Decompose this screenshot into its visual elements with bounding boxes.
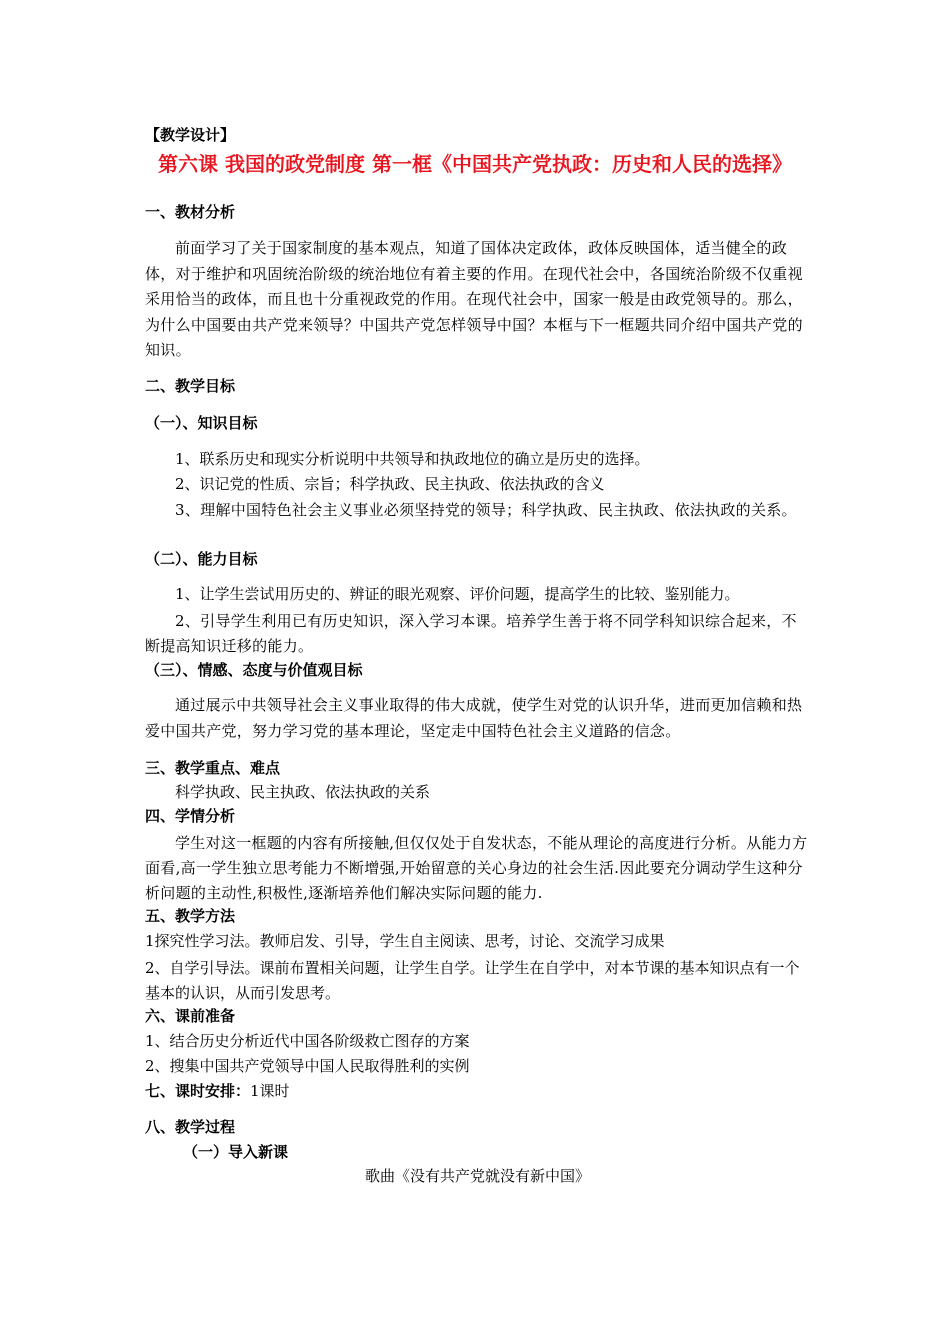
intro-song: 歌曲《没有共产党就没有新中国》	[364, 1167, 590, 1185]
intro-heading: （一）导入新课	[183, 1143, 289, 1161]
section-3-text: 科学执政、民主执政、依法执政的关系	[175, 783, 431, 801]
section-3-heading: 三、教学重点、难点	[145, 759, 281, 777]
method-2: 2、自学引导法。课前布置相关问题，让学生自学。让学生在自学中，对本节课的基本知识点有一个基本的认识，从而引发思考。	[145, 959, 800, 1002]
section-8-heading: 八、教学过程	[145, 1118, 236, 1136]
section-6-heading: 六、课前准备	[145, 1007, 236, 1025]
section-7-text: 1课时	[250, 1082, 290, 1100]
section-7-line	[145, 1081, 810, 1102]
knowledge-goal-3: 3、理解中国特色社会主义事业必须坚持党的领导；科学执政、民主执政、依法执政的关系。	[175, 501, 797, 519]
ability-goal-2: 2、引导学生利用已有历史知识，深入学习本课。培养学生善于将不同学科知识综合起来，不断提高知识迁移的能力。	[145, 612, 797, 655]
ability-goal-1: 1、让学生尝试用历史的、辨证的眼光观察、评价问题，提高学生的比较、鉴别能力。	[175, 585, 740, 603]
emotion-goals-heading: （三）、情感、态度与价值观目标	[145, 661, 363, 679]
section-2-heading: 二、教学目标	[145, 377, 236, 395]
knowledge-goal-1: 1、联系历史和现实分析说明中共领导和执政地位的确立是历史的选择。	[175, 450, 650, 468]
page-title: 第六课 我国的政党制度 第一框《中国共产党执政：历史和人民的选择》	[158, 152, 792, 176]
ability-goals-heading: （二）、能力目标	[145, 550, 258, 568]
method-1: 1探究性学习法。教师启发、引导，学生自主阅读、思考，讨论、交流学习成果	[145, 932, 665, 950]
section-1-paragraph: 前面学习了关于国家制度的基本观点，知道了国体决定政体，政体反映国体，适当健全的政体，对于维护和巩固统治阶级的统治地位有着主要的作用。在现代社会中，各国统治阶级不仅重视采用恰当的政体，而且也十分重视政党的作用。在现代社会中，国家一般是由政党领导的。那么，为什么中国要由共产党来领导？中国共产党怎样领导中国？本框与下一框题共同介绍中国共产党的知识。	[145, 239, 803, 359]
emotion-goal-text: 通过展示中共领导社会主义事业取得的伟大成就，使学生对党的认识升华，进而更加信赖和热爱中国共产党，努力学习党的基本理论，坚定走中国特色社会主义道路的信念。	[145, 696, 803, 740]
section-1-heading: 一、教材分析	[145, 203, 236, 221]
prep-item-2: 2、搜集中国共产党领导中国人民取得胜利的实例	[145, 1057, 470, 1075]
section-5-heading: 五、教学方法	[145, 907, 236, 925]
knowledge-goal-2: 2、识记党的性质、宗旨；科学执政、民主执政、依法执政的含义	[175, 475, 605, 493]
knowledge-goals-heading: （一）、知识目标	[145, 414, 258, 432]
section-4-paragraph: 学生对这一框题的内容有所接触,但仅仅处于自发状态，不能从理论的高度进行分析。从能力方面看,高一学生独立思考能力不断增强,开始留意的关心身边的社会生活.因此要充分调动学生这种分析问题的主动性,积极性,逐渐培养他们解决实际问题的能力.	[145, 834, 808, 902]
section-7-heading: 七、课时安排：	[145, 1082, 251, 1100]
section-4-heading: 四、学情分析	[145, 807, 236, 825]
doc-tag: 【教学设计】	[145, 126, 236, 144]
prep-item-1: 1、结合历史分析近代中国各阶级救亡图存的方案	[145, 1032, 470, 1050]
